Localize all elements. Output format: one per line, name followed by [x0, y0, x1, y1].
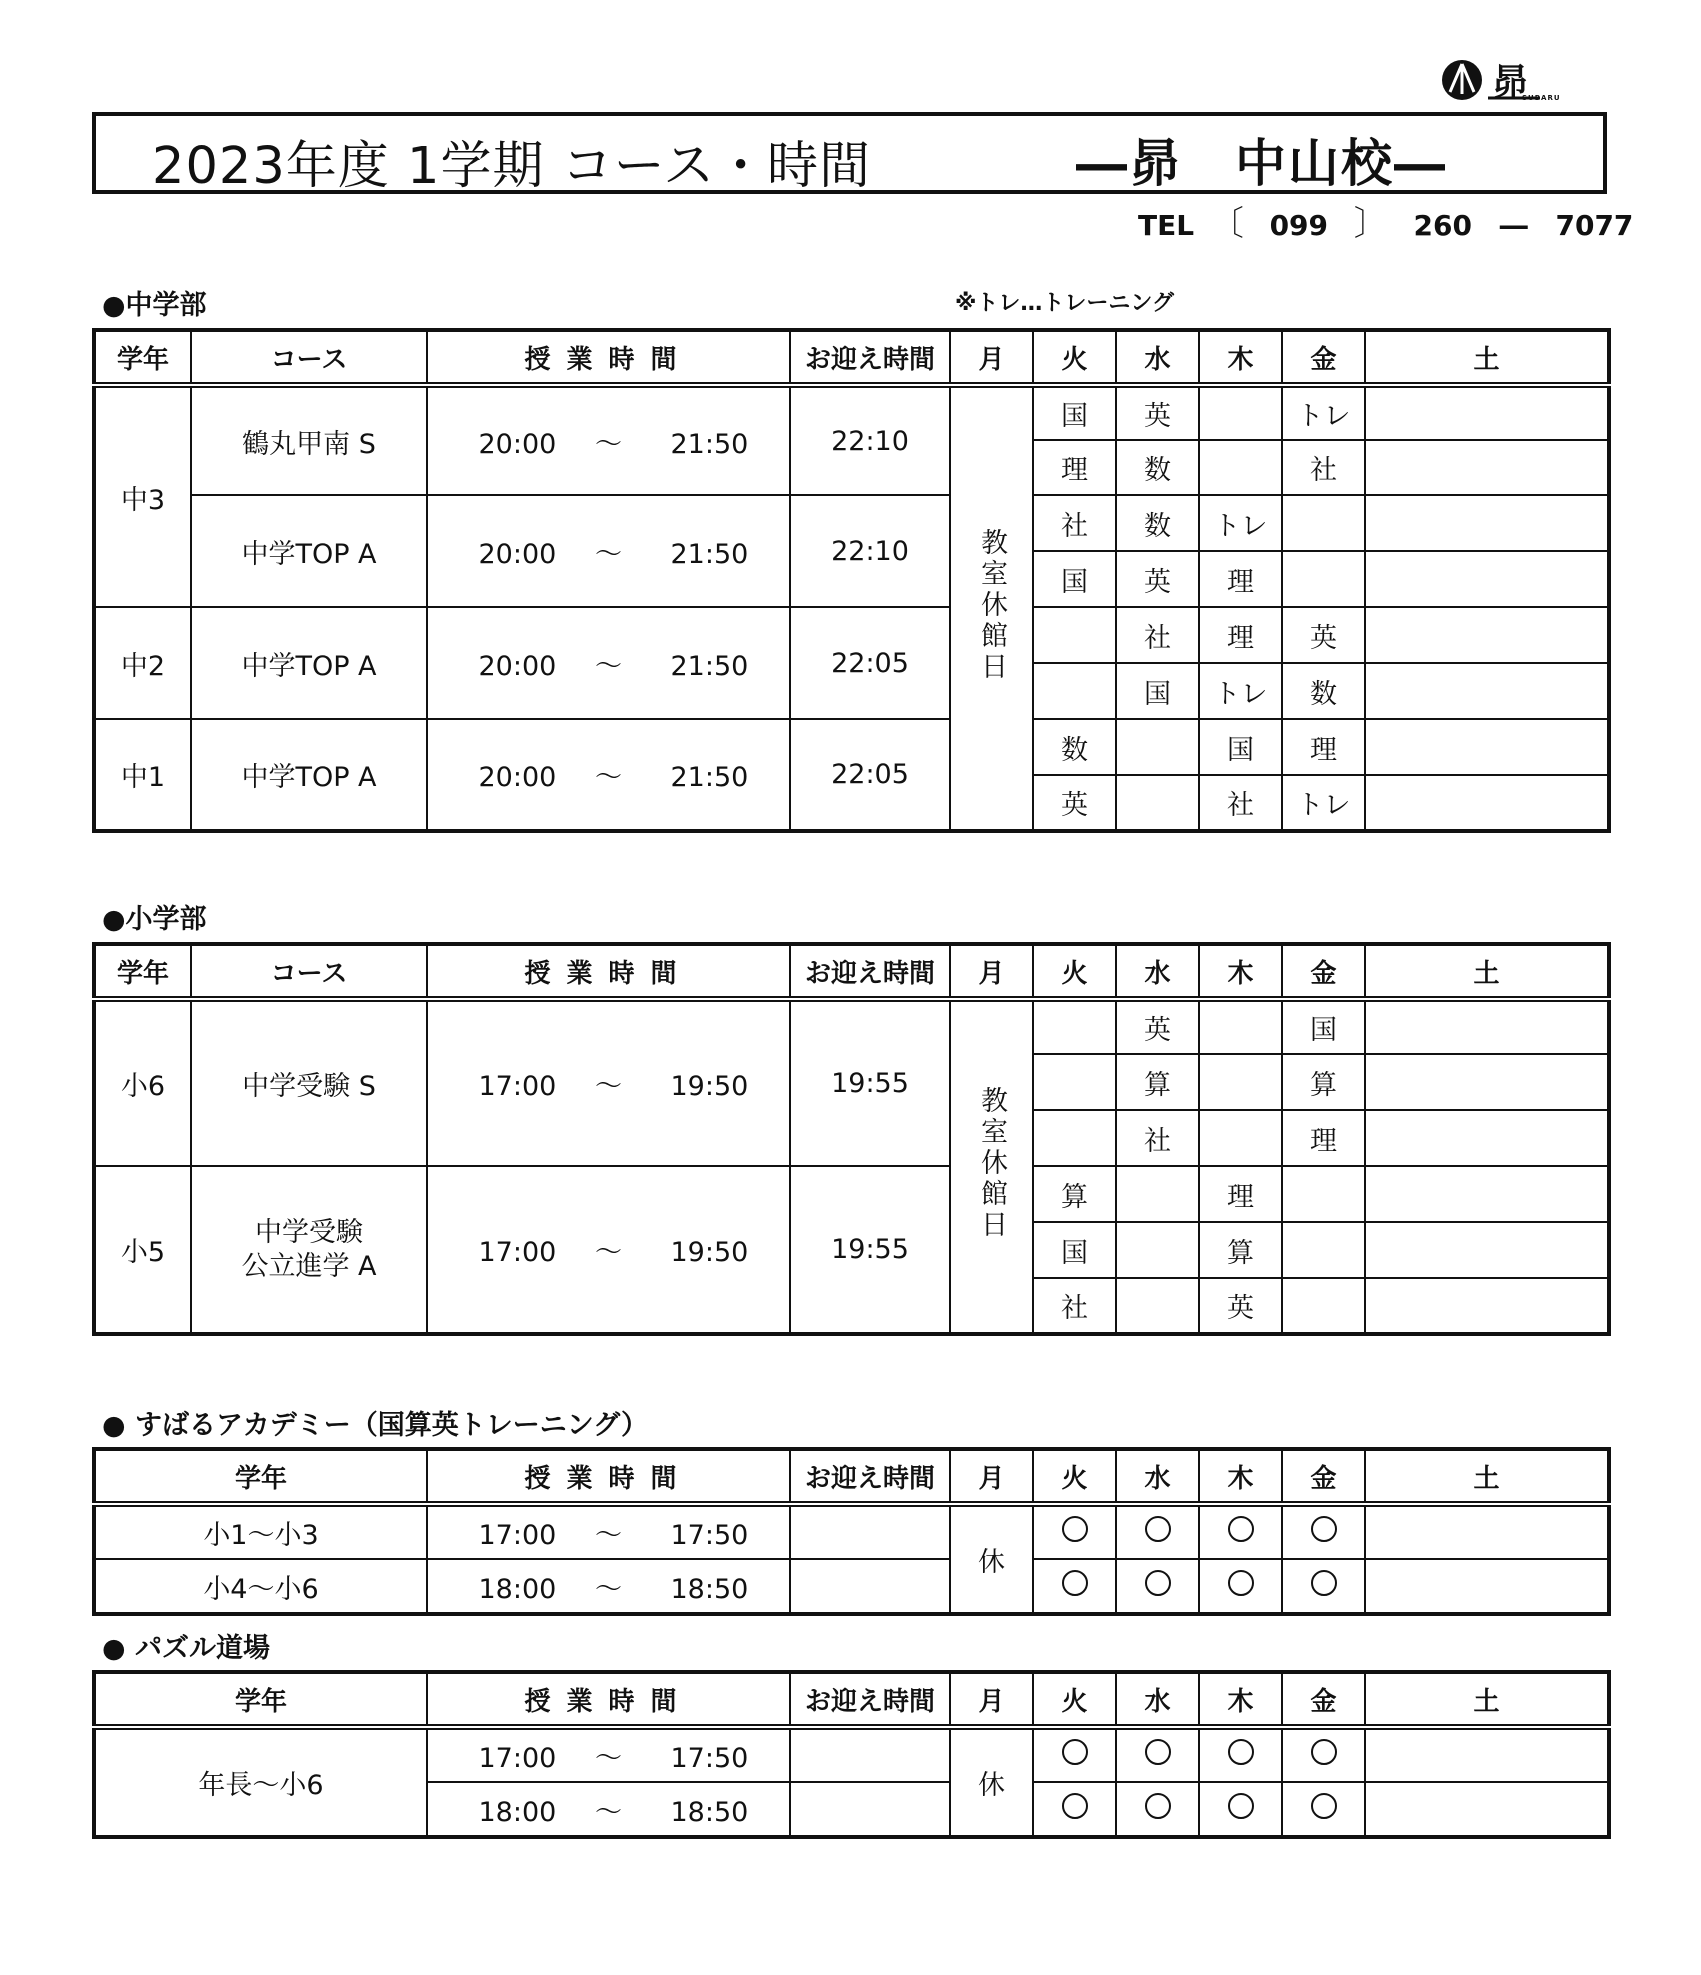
table-header: [94, 330, 1609, 385]
subject-cell: 国: [1033, 385, 1116, 440]
circle-icon: [1145, 1739, 1171, 1765]
header-grade: 学年: [94, 944, 191, 999]
time-cell: 20:00 ～ 21:50: [427, 385, 790, 495]
class-mark-cell: [1365, 1559, 1609, 1614]
pickup-cell: [790, 1559, 950, 1614]
subject-cell: [1365, 663, 1609, 719]
class-mark-cell: [1033, 1782, 1116, 1837]
subject-cell: トレ: [1282, 385, 1365, 440]
class-mark-cell: [1116, 1559, 1199, 1614]
class-mark-cell: [1282, 1559, 1365, 1614]
circle-icon: [1311, 1739, 1337, 1765]
pickup-cell: 22:05: [790, 719, 950, 831]
class-mark-cell: [1282, 1782, 1365, 1837]
course-cell: 中学TOP A: [191, 607, 427, 719]
subject-cell: 国: [1116, 663, 1199, 719]
subject-cell: [1282, 495, 1365, 551]
circle-icon: [1145, 1516, 1171, 1542]
header-sat: 土: [1365, 1672, 1609, 1727]
closed-day-cell: 教室休館日: [950, 999, 1033, 1334]
tel-number: 7077: [1555, 209, 1634, 242]
subject-cell: [1282, 1166, 1365, 1222]
subject-cell: 英: [1116, 999, 1199, 1054]
subject-cell: [1033, 607, 1116, 663]
course-cell: 鶴丸甲南 S: [191, 385, 427, 495]
header-pickup: お迎え時間: [790, 1672, 950, 1727]
subject-cell: [1199, 385, 1282, 440]
closed-day-cell: 教室休館日: [950, 385, 1033, 831]
header-wed: 水: [1116, 330, 1199, 385]
puzzle-section-title: ● パズル道場: [102, 1633, 270, 1664]
header-grade: 学年: [94, 1449, 427, 1504]
academy-section-title: ● すばるアカデミー（国算英トレーニング）: [102, 1410, 648, 1441]
subject-cell: 社: [1116, 1110, 1199, 1166]
subject-cell: [1282, 551, 1365, 607]
course-cell: 中学TOP A: [191, 495, 427, 607]
puzzle-table: [92, 1670, 1611, 1839]
academy-table: [92, 1447, 1611, 1616]
subject-cell: [1365, 1166, 1609, 1222]
subject-cell: 理: [1282, 719, 1365, 775]
subject-cell: 英: [1116, 385, 1199, 440]
subject-cell: 理: [1033, 440, 1116, 495]
grade-cell: 中3: [94, 385, 191, 607]
subject-cell: 英: [1282, 607, 1365, 663]
table-header: [94, 1672, 1609, 1727]
circle-icon: [1145, 1793, 1171, 1819]
subject-cell: 数: [1116, 440, 1199, 495]
class-mark-cell: [1365, 1782, 1609, 1837]
table-row: [94, 999, 1609, 1054]
header-wed: 水: [1116, 1672, 1199, 1727]
tel-dash: ―: [1499, 209, 1528, 242]
header-wed: 水: [1116, 1449, 1199, 1504]
table-row: [94, 607, 1609, 663]
circle-icon: [1228, 1570, 1254, 1596]
header-mon: 月: [950, 1672, 1033, 1727]
class-mark-cell: [1033, 1504, 1116, 1559]
circle-icon: [1311, 1570, 1337, 1596]
pickup-cell: 19:55: [790, 999, 950, 1166]
grade-cell: 小5: [94, 1166, 191, 1334]
grade-cell: 年長～小6: [94, 1727, 427, 1837]
subject-cell: [1116, 1278, 1199, 1334]
closed-day-cell: 休: [950, 1504, 1033, 1614]
header-pickup: お迎え時間: [790, 1449, 950, 1504]
subject-cell: [1365, 1110, 1609, 1166]
pickup-cell: 22:10: [790, 385, 950, 495]
elementary-table: [92, 942, 1611, 1336]
header-tue: 火: [1033, 330, 1116, 385]
course-name-line2: 公立進学 A: [241, 1250, 377, 1282]
header-pickup: お迎え時間: [790, 944, 950, 999]
subject-cell: 社: [1033, 495, 1116, 551]
subject-cell: 英: [1033, 775, 1116, 831]
subject-cell: 社: [1282, 440, 1365, 495]
time-cell: 17:00 ～ 17:50: [427, 1727, 790, 1782]
junior-section-title: ●中学部: [102, 290, 207, 321]
header-tue: 火: [1033, 1672, 1116, 1727]
table-row: [94, 495, 1609, 551]
grade-cell: 中1: [94, 719, 191, 831]
table-header: [94, 1449, 1609, 1504]
subject-cell: 数: [1033, 719, 1116, 775]
circle-icon: [1062, 1793, 1088, 1819]
table-row: [94, 1504, 1609, 1559]
circle-icon: [1228, 1793, 1254, 1819]
header-fri: 金: [1282, 330, 1365, 385]
subject-cell: 国: [1282, 999, 1365, 1054]
header-fri: 金: [1282, 944, 1365, 999]
logo: [1440, 58, 1580, 108]
subject-cell: 数: [1116, 495, 1199, 551]
circle-icon: [1145, 1570, 1171, 1596]
header-lesson-time: 授業時間: [427, 330, 790, 385]
subject-cell: [1116, 1166, 1199, 1222]
class-mark-cell: [1365, 1727, 1609, 1782]
subject-cell: [1033, 1054, 1116, 1110]
course-cell: [191, 1166, 427, 1334]
subject-cell: 理: [1199, 1166, 1282, 1222]
subject-cell: [1033, 663, 1116, 719]
subject-cell: [1199, 1054, 1282, 1110]
subject-cell: 社: [1033, 1278, 1116, 1334]
header-tue: 火: [1033, 944, 1116, 999]
subject-cell: [1199, 999, 1282, 1054]
pickup-cell: [790, 1504, 950, 1559]
pickup-cell: [790, 1727, 950, 1782]
header-pickup: お迎え時間: [790, 330, 950, 385]
circle-icon: [1062, 1570, 1088, 1596]
class-mark-cell: [1199, 1727, 1282, 1782]
subject-cell: 社: [1199, 775, 1282, 831]
header-thu: 木: [1199, 1672, 1282, 1727]
pickup-cell: 22:10: [790, 495, 950, 607]
time-cell: 20:00 ～ 21:50: [427, 607, 790, 719]
time-cell: 20:00 ～ 21:50: [427, 495, 790, 607]
header-mon: 月: [950, 1449, 1033, 1504]
header-lesson-time: 授業時間: [427, 944, 790, 999]
time-cell: 17:00 ～ 19:50: [427, 1166, 790, 1334]
school-name: ―昴 中山校―: [1076, 135, 1448, 194]
subject-cell: [1282, 1222, 1365, 1278]
subject-cell: [1282, 1278, 1365, 1334]
grade-cell: 小4～小6: [94, 1559, 427, 1614]
tel-label: TEL: [1138, 209, 1195, 242]
class-mark-cell: [1116, 1504, 1199, 1559]
pickup-cell: 19:55: [790, 1166, 950, 1334]
header-sat: 土: [1365, 330, 1609, 385]
subject-cell: 社: [1116, 607, 1199, 663]
title-box: [92, 112, 1607, 194]
time-cell: 18:00 ～ 18:50: [427, 1782, 790, 1837]
subject-cell: [1033, 1110, 1116, 1166]
time-cell: 17:00 ～ 17:50: [427, 1504, 790, 1559]
class-mark-cell: [1199, 1782, 1282, 1837]
circle-icon: [1311, 1793, 1337, 1819]
time-cell: 17:00 ～ 19:50: [427, 999, 790, 1166]
subject-cell: [1365, 1054, 1609, 1110]
subject-cell: 国: [1199, 719, 1282, 775]
header-grade: 学年: [94, 1672, 427, 1727]
table-row: [94, 1559, 1609, 1614]
header-lesson-time: 授業時間: [427, 1672, 790, 1727]
header-course: コース: [191, 944, 427, 999]
training-note: ※トレ…トレーニング: [955, 291, 1174, 316]
table-row: [94, 1166, 1609, 1222]
class-mark-cell: [1282, 1727, 1365, 1782]
subject-cell: [1365, 999, 1609, 1054]
subject-cell: 理: [1199, 607, 1282, 663]
header-sat: 土: [1365, 1449, 1609, 1504]
header-mon: 月: [950, 944, 1033, 999]
subject-cell: トレ: [1282, 775, 1365, 831]
circle-icon: [1228, 1516, 1254, 1542]
tel-area: 099: [1269, 209, 1329, 242]
elementary-section-title: ●小学部: [102, 904, 207, 935]
header-tue: 火: [1033, 1449, 1116, 1504]
subject-cell: 算: [1033, 1166, 1116, 1222]
course-cell: 中学TOP A: [191, 719, 427, 831]
time-cell: 18:00 ～ 18:50: [427, 1559, 790, 1614]
subject-cell: [1116, 775, 1199, 831]
subject-cell: [1365, 719, 1609, 775]
table-row: [94, 385, 1609, 440]
header-thu: 木: [1199, 330, 1282, 385]
subject-cell: [1365, 1222, 1609, 1278]
circle-icon: [1062, 1739, 1088, 1765]
pickup-cell: [790, 1782, 950, 1837]
subject-cell: トレ: [1199, 663, 1282, 719]
pickup-cell: 22:05: [790, 607, 950, 719]
subject-cell: トレ: [1199, 495, 1282, 551]
subject-cell: [1365, 440, 1609, 495]
subject-cell: [1199, 1110, 1282, 1166]
tel-office: 260: [1413, 209, 1472, 242]
logo-subtext: SUBARU: [1522, 94, 1561, 102]
class-mark-cell: [1199, 1559, 1282, 1614]
subject-cell: [1365, 385, 1609, 440]
subject-cell: 国: [1033, 551, 1116, 607]
svg-text:昴: 昴: [1492, 62, 1529, 103]
table-row: [94, 719, 1609, 775]
header-thu: 木: [1199, 944, 1282, 999]
header-lesson-time: 授業時間: [427, 1449, 790, 1504]
header-fri: 金: [1282, 1449, 1365, 1504]
header-sat: 土: [1365, 944, 1609, 999]
subject-cell: 数: [1282, 663, 1365, 719]
course-name-line1: 中学受験: [255, 1216, 363, 1248]
subject-cell: [1365, 551, 1609, 607]
grade-cell: 中2: [94, 607, 191, 719]
class-mark-cell: [1365, 1504, 1609, 1559]
class-mark-cell: [1199, 1504, 1282, 1559]
class-mark-cell: [1033, 1727, 1116, 1782]
subject-cell: [1365, 1278, 1609, 1334]
subject-cell: [1116, 1222, 1199, 1278]
header-mon: 月: [950, 330, 1033, 385]
header-course: コース: [191, 330, 427, 385]
subject-cell: 英: [1116, 551, 1199, 607]
subject-cell: [1033, 999, 1116, 1054]
header-grade: 学年: [94, 330, 191, 385]
page-title: 2023年度 1学期 コース・時間: [152, 137, 872, 196]
telephone: TEL 〔 099 〕 260 ― 7077: [1138, 204, 1634, 244]
class-mark-cell: [1116, 1727, 1199, 1782]
junior-table: [92, 328, 1611, 833]
course-cell: 中学受験 S: [191, 999, 427, 1166]
subject-cell: [1365, 495, 1609, 551]
closed-day-cell: 休: [950, 1727, 1033, 1837]
class-mark-cell: [1116, 1782, 1199, 1837]
time-cell: 20:00 ～ 21:50: [427, 719, 790, 831]
header-wed: 水: [1116, 944, 1199, 999]
subject-cell: [1199, 440, 1282, 495]
subject-cell: [1365, 607, 1609, 663]
subject-cell: 理: [1282, 1110, 1365, 1166]
circle-icon: [1062, 1516, 1088, 1542]
header-fri: 金: [1282, 1672, 1365, 1727]
subject-cell: 算: [1282, 1054, 1365, 1110]
circle-icon: [1311, 1516, 1337, 1542]
grade-cell: 小1～小3: [94, 1504, 427, 1559]
grade-cell: 小6: [94, 999, 191, 1166]
class-mark-cell: [1282, 1504, 1365, 1559]
subject-cell: [1365, 775, 1609, 831]
table-row: [94, 1727, 1609, 1782]
subject-cell: 国: [1033, 1222, 1116, 1278]
circle-icon: [1228, 1739, 1254, 1765]
subject-cell: 英: [1199, 1278, 1282, 1334]
subject-cell: 算: [1199, 1222, 1282, 1278]
header-thu: 木: [1199, 1449, 1282, 1504]
subject-cell: [1116, 719, 1199, 775]
subject-cell: 理: [1199, 551, 1282, 607]
table-header: [94, 944, 1609, 999]
subject-cell: 算: [1116, 1054, 1199, 1110]
class-mark-cell: [1033, 1559, 1116, 1614]
